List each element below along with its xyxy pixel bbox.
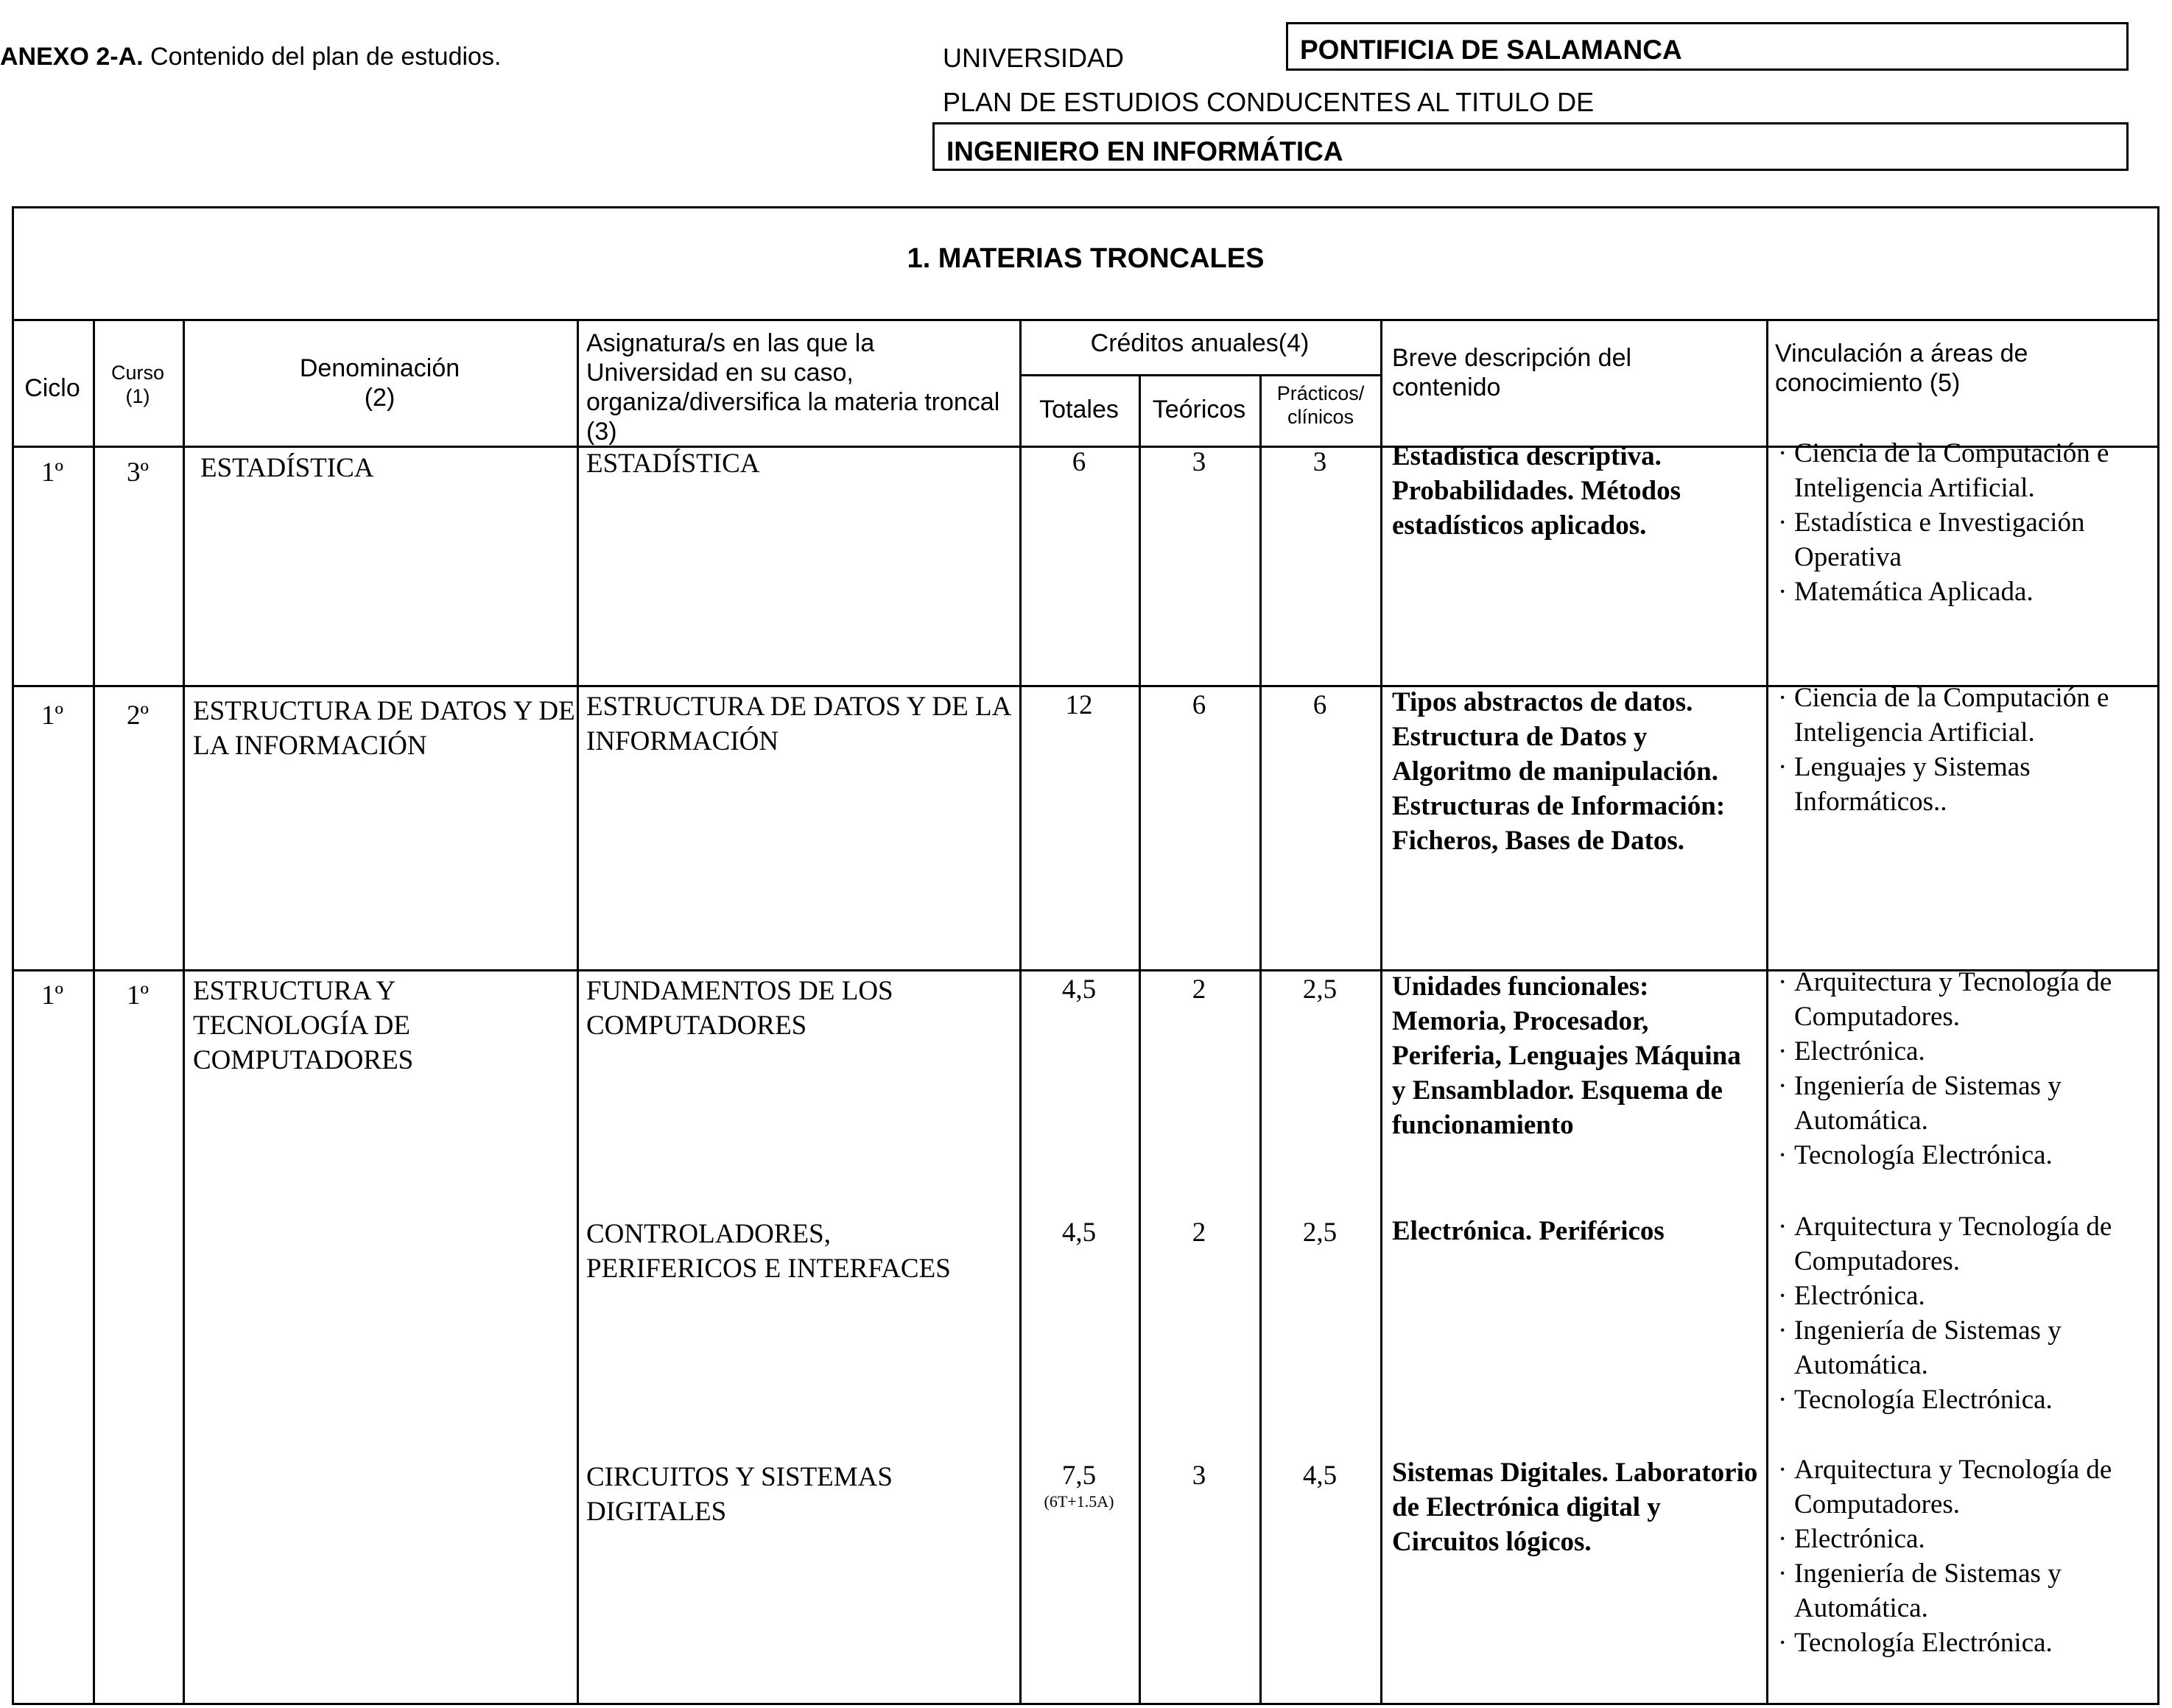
area-item: · Lenguajes y Sistemas Informáticos.. — [1774, 750, 2157, 819]
subject2-totales: 4,5 — [1061, 1217, 1097, 1248]
area-item: · Electrónica. — [1774, 1279, 2157, 1313]
university-name-box: PONTIFICIA DE SALAMANCA — [1286, 22, 2129, 71]
area-item: · Tecnología Electrónica. — [1774, 1382, 2157, 1417]
col-divider-descripcion — [1766, 319, 1768, 1705]
col-divider-teoricos — [1259, 374, 1262, 1705]
row3-ciclo: 1º — [41, 980, 63, 1011]
area-item: · Matemática Aplicada. — [1774, 574, 2157, 609]
row1-asignatura: ESTADÍSTICA — [586, 449, 760, 479]
area-item: · Ciencia de la Computación e Inteligencia Artificial. — [1774, 436, 2157, 505]
area-item: · Arquitectura y Tecnología de Computadores. — [1774, 1452, 2157, 1522]
subject3-totales-cell — [1019, 1460, 1139, 1511]
area-item: · Tecnología Electrónica. — [1774, 1138, 2157, 1173]
area-item: · Arquitectura y Tecnología de Computadores. — [1774, 1209, 2157, 1279]
header-curso — [93, 361, 183, 408]
col-divider-totales — [1139, 374, 1141, 1705]
area-item: · Arquitectura y Tecnología de Computadores. — [1774, 965, 2157, 1034]
header-curso-note: (1) — [125, 385, 150, 407]
header-teoricos: Teóricos — [1152, 396, 1246, 424]
row2-descripcion: Tipos abstractos de datos. Estructura de Datos y Algoritmo de manipulación. Estructuras de Información: Ficheros, Bases de Datos. — [1392, 687, 1726, 856]
row2-teoricos: 6 — [1192, 690, 1206, 720]
header-denominacion — [183, 354, 577, 412]
header-denominacion-note: (2) — [364, 384, 396, 412]
area-item: · Ciencia de la Computación e Inteligencia Artificial. — [1774, 681, 2157, 750]
annex-code: ANEXO 2-A. — [0, 43, 144, 71]
row2-asignatura: ESTRUCTURA DE DATOS Y DE LA INFORMACIÓN — [586, 692, 1011, 756]
subject3-asignatura: CIRCUITOS Y SISTEMAS DIGITALES — [586, 1462, 893, 1527]
subject2-descripcion: Electrónica. Periféricos — [1392, 1216, 1665, 1246]
area-item: · Electrónica. — [1774, 1034, 2157, 1069]
subject1-areas — [1774, 965, 2157, 1173]
row1-practicos: 3 — [1312, 447, 1327, 477]
col-divider-curso — [183, 319, 185, 1705]
subject2-areas — [1774, 1209, 2157, 1417]
area-item: · Ingeniería de Sistemas y Automática. — [1774, 1556, 2157, 1626]
row1-totales: 6 — [1072, 447, 1086, 477]
subject2-asignatura: CONTROLADORES, PERIFERICOS E INTERFACES — [586, 1219, 951, 1284]
header-asignaturas: Asignatura/s en las que la Universidad en su caso, organiza/diversifica la materia troncal (3) — [586, 329, 1000, 446]
row1-curso: 3º — [127, 457, 149, 488]
row3-denominacion: ESTRUCTURA Y TECNOLOGÍA DE COMPUTADORES — [193, 976, 414, 1075]
degree-title-box: INGENIERO EN INFORMÁTICA — [932, 122, 2129, 171]
subject3-areas — [1774, 1452, 2157, 1660]
header-vinculacion: Vinculación a áreas de conocimiento (5) — [1775, 340, 2028, 397]
annex-description: Contenido del plan de estudios. — [150, 43, 502, 71]
row2-denominacion: ESTRUCTURA DE DATOS Y DE LA INFORMACIÓN — [193, 696, 575, 761]
row2-curso: 2º — [127, 700, 149, 731]
subject1-totales: 4,5 — [1061, 974, 1097, 1005]
col-divider-denominacion — [577, 319, 579, 1705]
area-item: · Electrónica. — [1774, 1522, 2157, 1556]
row2-practicos: 6 — [1312, 690, 1327, 720]
header-descripcion: Breve descripción del contenido — [1392, 344, 1632, 401]
subject1-practicos: 2,5 — [1302, 974, 1338, 1005]
subject3-teoricos: 3 — [1192, 1461, 1206, 1491]
header-practicos: Prácticos/ clínicos — [1276, 382, 1365, 428]
credits-subheader-divider — [1019, 374, 1380, 376]
area-item: · Tecnología Electrónica. — [1774, 1626, 2157, 1660]
header-curso-label: Curso — [110, 362, 165, 384]
title-divider — [12, 319, 2159, 321]
university-label: UNIVERSIDAD — [943, 43, 1125, 73]
subject3-descripcion: Sistemas Digitales. Laboratorio de Electrónica digital y Circuitos lógicos. — [1392, 1458, 1758, 1557]
subject1-teoricos: 2 — [1192, 974, 1206, 1005]
section-title: 1. MATERIAS TRONCALES — [907, 243, 1265, 274]
subject3-totales: 7,5 — [1061, 1461, 1097, 1491]
header-creditos: Créditos anuales(4) — [1090, 329, 1310, 357]
header-ciclo: Ciclo — [24, 374, 80, 402]
subject2-practicos: 2,5 — [1302, 1217, 1338, 1248]
header-totales: Totales — [1039, 396, 1119, 424]
subject1-asignatura: FUNDAMENTOS DE LOS COMPUTADORES — [586, 976, 893, 1041]
row1-descripcion: Estadística descriptiva. Probabilidades. Métodos estadísticos aplicados. — [1392, 441, 1681, 541]
row2-totales: 12 — [1065, 690, 1093, 720]
area-item: · Estadística e Investigación Operativa — [1774, 505, 2157, 574]
row1-denominacion: ESTADÍSTICA — [200, 453, 374, 483]
row2-ciclo: 1º — [41, 700, 63, 731]
row1-ciclo: 1º — [41, 457, 63, 488]
subject3-totales-note: (6T+1.5A) — [1044, 1492, 1114, 1511]
col-divider-creditos — [1380, 319, 1382, 1705]
header-denominacion-label: Denominación — [299, 354, 460, 382]
annex-heading — [0, 43, 501, 71]
subject3-practicos: 4,5 — [1302, 1461, 1338, 1491]
row1-teoricos: 3 — [1192, 447, 1206, 477]
area-item: · Ingeniería de Sistemas y Automática. — [1774, 1313, 2157, 1382]
row1-areas — [1774, 436, 2157, 609]
row3-curso: 1º — [127, 980, 149, 1011]
row2-areas — [1774, 681, 2157, 819]
plan-label: PLAN DE ESTUDIOS CONDUCENTES AL TITULO DE — [943, 87, 1595, 117]
subject1-descripcion: Unidades funcionales: Memoria, Procesador, Periferia, Lenguajes Máquina y Ensamblador. Esquema de funcionamiento — [1392, 971, 1741, 1140]
area-item: · Ingeniería de Sistemas y Automática. — [1774, 1069, 2157, 1138]
subject2-teoricos: 2 — [1192, 1217, 1206, 1248]
